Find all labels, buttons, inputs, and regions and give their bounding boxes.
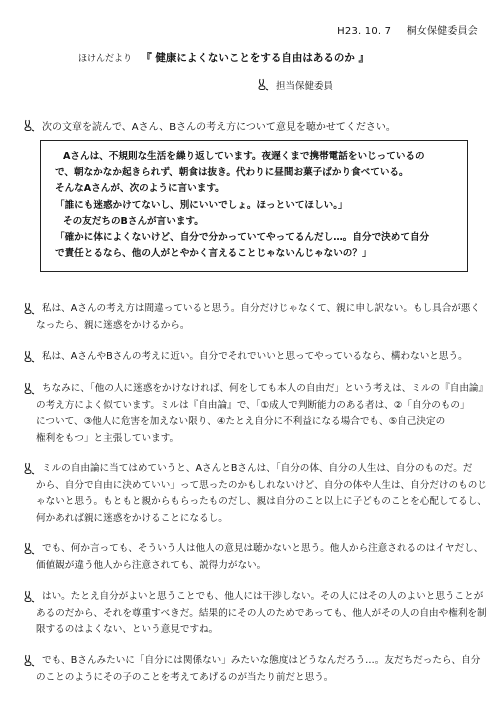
rabbit-icon	[22, 350, 36, 364]
opinion-line: でも、何か言っても、そういう人は他人の意見は聴かないと思う。他人から注意されるのはイヤだし、	[42, 543, 484, 554]
author: 担当保健委員	[276, 81, 334, 92]
scenario-line: で責任とるなら、他の人がとやかく言えることじゃないんじゃないの？」	[55, 248, 372, 260]
commentary-item	[22, 381, 489, 447]
rabbit-icon	[22, 462, 36, 476]
opinion-line: はい。たとえ自分がよいと思うことでも、他人には干渉しない。その人にはその人のよいと思うことが	[42, 591, 484, 602]
committee-name: 桐女保健委員会	[406, 26, 478, 37]
opinion-line: ミルの自由論に当てはめていうと、AさんとBさんは、「自分の体、自分の人生は、自分のものだ。だ	[42, 463, 473, 474]
scenario-line: Aさんは、不規則な生活を繰り返しています。夜遅くまで携帯電話をいじっているの	[63, 151, 425, 162]
opinion-item	[22, 461, 487, 527]
opinion-item	[22, 653, 482, 686]
instruction-text: 次の文章を読んで、Aさん、Bさんの考え方について意見を聴かせてください。	[42, 122, 396, 133]
rabbit-icon	[22, 542, 36, 556]
opinion-line: なったら、親に迷惑をかけるから。	[36, 319, 190, 331]
newsletter-series: ほけんだより	[78, 54, 133, 64]
opinion-line: 何かあれば親に迷惑をかけることになるし。	[36, 512, 228, 524]
scenario-line: で、朝なかなか起きられず、朝食は抜き。代わりに昼間お菓子ばかり食べている。	[55, 167, 409, 179]
scenario-box	[40, 140, 468, 272]
opinion-line: 権利をもつ」と主張しています。	[36, 432, 180, 444]
instruction-line	[22, 118, 396, 133]
rabbit-icon	[256, 78, 270, 92]
opinion-item	[22, 301, 482, 334]
opinion-line: について、③他人に危害を加えない限り、④たとえ自分に不利益になる場合でも、⑤自己決定の	[36, 416, 446, 427]
scenario-line: 「誰にも迷惑かけてないし、別にいいでしょ。ほっといてほしい。」	[55, 199, 348, 211]
page-header	[337, 22, 478, 37]
article-title: 『 健康によくないことをする自由はあるのか 』	[141, 52, 370, 64]
opinion-line: ゃないと思う。もともと親からもらったものだし、親は自分のこと以上に子どものことを心配してるし、	[36, 496, 487, 507]
rabbit-icon	[22, 654, 36, 668]
scenario-line: 「確かに体によくないけど、自分で分かっていてやってるんだし…。自分で決めて自分	[55, 232, 430, 244]
opinion-item	[22, 349, 482, 366]
opinion-line: の考え方によく似ています。ミルは『自由論』で、「①成人で判断能力のある者は、②「自分のもの」	[36, 399, 470, 411]
opinion-line: 限するのはよくない、という意見ですね。	[36, 624, 219, 635]
author-line	[256, 78, 333, 92]
title-block	[78, 50, 369, 65]
rabbit-icon	[22, 382, 36, 396]
commentary-item	[22, 589, 487, 639]
opinion-line: のことのようにその子のことを考えてあげるのが当たり前だと思う。	[36, 671, 334, 683]
scenario-line: その友だちのBさんが言います。	[63, 215, 204, 227]
rabbit-icon	[22, 119, 36, 133]
opinion-line: でも、Bさんみたいに「自分には関係ない」みたいな態度はどうなんだろう…。友だちだったら、自分	[42, 655, 481, 666]
scenario-line: そんなAさんが、次のように言います。	[55, 183, 225, 195]
opinion-item	[22, 541, 482, 574]
opinion-line: から、自分で自由に決めていい」って思ったのかもしれないけど、自分の体や人生は、自分だけのものじ	[36, 479, 487, 491]
opinion-line: 私は、Aさんの考え方は間違っていると思う。自分だけじゃなくて、親に申し訳ない。もし具合が悪く	[42, 303, 481, 314]
opinion-line: 私は、AさんやBさんの考えに近い。自分でそれでいいと思ってやっているなら、構わないと思う。	[42, 351, 468, 362]
opinion-line: 価値観が違う他人から注意されても、説得力がない。	[36, 559, 267, 571]
issue-date: H23. 10. 7	[337, 26, 392, 37]
rabbit-icon	[22, 302, 36, 316]
rabbit-icon	[22, 590, 36, 604]
opinion-line: あるのだから、それを尊重すべきだ。結果的にその人のためであっても、他人がその人の自由や権利を制	[36, 607, 487, 619]
opinion-line: ちなみに、「他の人に迷惑をかけなければ、何をしても本人の自由だ」という考えは、ミルの『自由論』	[42, 383, 489, 394]
